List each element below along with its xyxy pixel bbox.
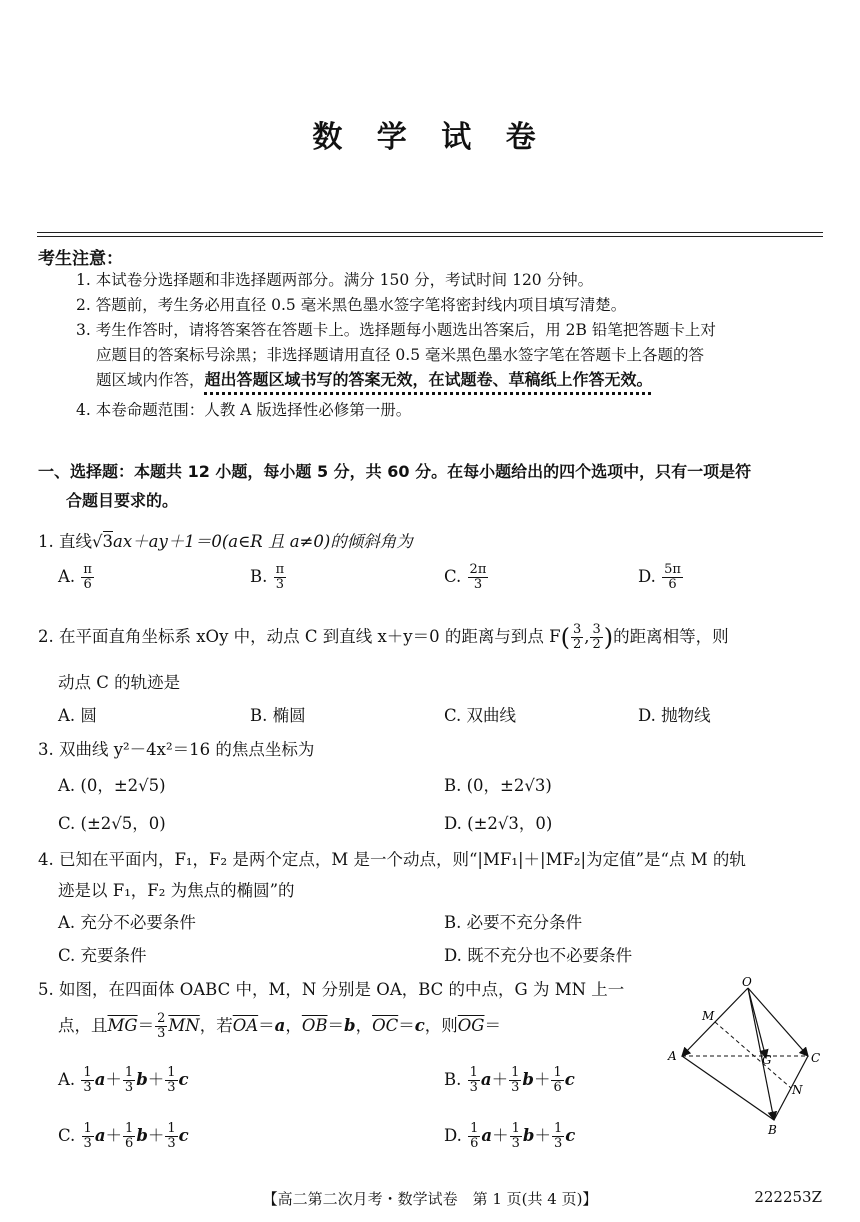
q5-option-c: [58, 1122, 189, 1151]
q1-prefix: 1. 直线: [38, 532, 92, 551]
frac-den: 3: [167, 1136, 176, 1151]
vec-b: b: [136, 1070, 148, 1089]
q4-option-b: B. 必要不充分条件: [444, 913, 583, 932]
fraction: [509, 1066, 521, 1095]
fraction: [165, 1122, 177, 1151]
frac-num: π: [275, 562, 285, 577]
vec-b: b: [522, 1126, 535, 1145]
frac-den: 3: [167, 1080, 176, 1095]
q3-option-c: C. (±2√5，0): [58, 814, 166, 833]
fraction: [123, 1066, 135, 1095]
q2-option-b: B. 椭圆: [250, 706, 306, 725]
frac-num: 3: [572, 622, 582, 637]
segment-mn: [715, 1022, 791, 1088]
frac-num: 1: [83, 1121, 92, 1136]
q2-option-d: D. 抛物线: [638, 706, 711, 725]
q3-option-b: B. (0，±2√3): [444, 776, 552, 795]
frac-den: 2: [592, 637, 601, 652]
fraction: [81, 1066, 93, 1095]
q1-rest: ax＋ay＋1＝0(a∈R 且 a≠0)的倾斜角为: [113, 532, 413, 551]
option-label: D.: [444, 1126, 462, 1145]
q5-text-2: ，若: [199, 1016, 233, 1035]
vec-a: a: [94, 1070, 106, 1089]
equals: ＝: [137, 1016, 155, 1035]
fraction: [468, 1066, 480, 1095]
fraction: [552, 1122, 564, 1151]
plus: ＋: [491, 1070, 509, 1089]
vec-b: b: [344, 1016, 356, 1035]
frac-den: 6: [668, 577, 677, 592]
q4-option-d: D. 既不充分也不必要条件: [444, 946, 633, 965]
label-n: N: [792, 1083, 803, 1097]
vec-c: c: [414, 1016, 425, 1035]
vector-oc: $\overline{OC}$: [372, 1016, 399, 1035]
vec-b: b: [522, 1070, 534, 1089]
fraction: [155, 1012, 167, 1041]
fraction: [123, 1122, 135, 1151]
frac-den: 3: [469, 1080, 478, 1095]
plus: ＋: [105, 1070, 122, 1089]
label-g: G: [762, 1053, 772, 1067]
q1-option-d: [638, 563, 684, 592]
notice-item-1: 1. 本试卷分选择题和非选择题两部分。满分 150 分，考试时间 120 分钟。: [76, 271, 594, 289]
frac-num: 2π: [469, 562, 487, 577]
frac-num: 5π: [664, 562, 681, 577]
question-4: 4. 已知在平面内，F₁，F₂ 是两个定点，M 是一个动点，则“|MF₁|＋|MF₂|为定值”是“点 M 的轨: [38, 850, 746, 869]
question-2: [38, 623, 729, 652]
option-label: A.: [58, 1070, 76, 1089]
fraction: [468, 1122, 480, 1151]
frac-num: 1: [124, 1065, 134, 1080]
question-1: [38, 528, 413, 552]
option-label: C.: [444, 567, 462, 586]
question-5: 5. 如图，在四面体 OABC 中，M，N 分别是 OA，BC 的中点，G 为 MN 上一: [38, 980, 625, 999]
plus: ＋: [147, 1070, 165, 1089]
edge-ab: [682, 1056, 774, 1120]
frac-den: 3: [553, 1136, 563, 1151]
equals: ＝: [327, 1016, 345, 1035]
q4-option-a: A. 充分不必要条件: [58, 913, 196, 932]
q4-line-2: 迹是以 F₁，F₂ 为焦点的椭圆”的: [58, 881, 295, 900]
header-rule-thin: [37, 236, 823, 237]
tetrahedron-figure: [662, 972, 824, 1140]
q1-sqrt-arg: 3: [102, 532, 114, 551]
vector-oa: $\overline{OA}$: [232, 1016, 259, 1035]
vec-b: b: [136, 1126, 148, 1145]
page-title: 数 学 试 卷: [312, 120, 548, 155]
vec-a: a: [481, 1126, 493, 1145]
frac-den: 6: [125, 1136, 134, 1151]
frac-den: 3: [511, 1080, 520, 1095]
frac-den: 3: [511, 1136, 520, 1151]
page-footer: 【高二第二次月考・数学试卷 第 1 页(共 4 页)】: [262, 1190, 598, 1208]
label-b: B: [768, 1123, 777, 1137]
frac-num: 1: [167, 1065, 176, 1080]
plus: ＋: [534, 1126, 551, 1145]
frac-den: 3: [83, 1136, 92, 1151]
q1-option-c: [444, 563, 489, 592]
vec-c: c: [178, 1070, 189, 1089]
notice-item-3-end: [96, 368, 653, 392]
fraction: [551, 1066, 563, 1095]
comma: ,: [584, 627, 590, 646]
fraction: [510, 1122, 522, 1151]
equals: ＝: [484, 1016, 501, 1035]
q3-option-a: A. (0，±2√5): [58, 776, 166, 795]
q2-tail: 的距离相等，则: [613, 627, 729, 646]
option-label: C.: [58, 1126, 76, 1145]
plus: ＋: [492, 1126, 509, 1145]
label-a: A: [668, 1049, 677, 1063]
equals: ＝: [258, 1016, 275, 1035]
fraction: [662, 563, 683, 592]
vec-c: c: [564, 1070, 575, 1089]
frac-num: 1: [511, 1121, 520, 1136]
frac-den: 3: [157, 1026, 166, 1041]
question-3: 3. 双曲线 y²－4x²＝16 的焦点坐标为: [38, 740, 315, 759]
notice-item-3: 3. 考生作答时，请将答案答在答题卡上。选择题每小题选出答案后，用 2B 铅笔把答题卡上对: [76, 321, 716, 339]
q2-line-2: 动点 C 的轨迹是: [58, 673, 181, 692]
label-o: O: [742, 975, 752, 989]
option-label: D.: [638, 567, 656, 586]
frac-den: 6: [83, 577, 92, 592]
frac-num: 3: [592, 622, 601, 637]
plus: ＋: [105, 1126, 123, 1145]
vec-a: a: [274, 1016, 286, 1035]
fraction: [571, 623, 583, 652]
frac-num: 1: [469, 1065, 478, 1080]
equals: ＝: [398, 1016, 415, 1035]
fraction: [274, 563, 287, 592]
vector-mg: $\overline{MG}$: [107, 1016, 138, 1035]
fraction: [590, 623, 602, 652]
frac-num: 1: [83, 1065, 92, 1080]
q2-text: 2. 在平面直角坐标系 xOy 中，动点 C 到直线 x＋y＝0 的距离与到点 F: [38, 627, 561, 646]
notice-item-3-cont: 应题目的答案标号涂黑；非选择题请用直径 0.5 毫米黑色墨水签字笔在答题卡上各题的答: [96, 346, 705, 364]
fraction: [468, 563, 489, 592]
frac-num: 1: [511, 1065, 520, 1080]
fraction: [82, 1122, 94, 1151]
section-heading: 一、选择题：本题共 12 小题，每小题 5 分，共 60 分。在每小题给出的四个选项中，只有一项是符: [38, 462, 752, 481]
plus: ＋: [533, 1070, 551, 1089]
fraction: [81, 563, 94, 592]
label-c: C: [811, 1051, 821, 1065]
section-heading-cont: 合题目要求的。: [66, 491, 179, 510]
frac-den: 3: [275, 577, 285, 592]
paren-close: ): [603, 623, 614, 652]
frac-num: 1: [553, 1121, 563, 1136]
q5-option-b: [444, 1066, 575, 1095]
vector-ob: $\overline{OB}$: [301, 1016, 328, 1035]
q5-text: 点，且: [58, 1016, 108, 1035]
vector-og: $\overline{OG}$: [457, 1016, 485, 1035]
frac-num: 1: [125, 1121, 134, 1136]
q2-option-c: C. 双曲线: [444, 706, 517, 725]
vector-mn: $\overline{MN}$: [168, 1016, 200, 1035]
notice-item-2: 2. 答题前，考生务必用直径 0.5 毫米黑色墨水签字笔将密封线内项目填写清楚。: [76, 296, 627, 314]
plus: ＋: [147, 1126, 165, 1145]
q1-option-b: [250, 563, 287, 592]
header-rule: [37, 232, 823, 233]
frac-num: 2: [157, 1011, 166, 1026]
option-label: B.: [444, 1070, 462, 1089]
notice-emphasis: 超出答题区域书写的答案无效，在试题卷、草稿纸上作答无效。: [204, 370, 653, 389]
q3-option-d: D. (±2√3，0): [444, 814, 553, 833]
sqrt-sign: √: [92, 532, 103, 551]
comma: ，: [355, 1016, 373, 1035]
comma: ，: [285, 1016, 302, 1035]
q2-option-a: A. 圆: [58, 706, 97, 725]
vec-a: a: [94, 1126, 106, 1145]
notice-item-4: 4. 本卷命题范围：人教 A 版选择性必修第一册。: [76, 401, 412, 419]
vec-a: a: [480, 1070, 492, 1089]
q5-option-a: [58, 1066, 189, 1095]
exam-code: 222253Z: [754, 1188, 822, 1206]
q1-option-a: [58, 563, 95, 592]
paren-open: (: [560, 623, 570, 652]
frac-num: 1: [553, 1065, 562, 1080]
q5-option-d: [444, 1122, 575, 1151]
vec-c: c: [178, 1126, 189, 1145]
fraction: [165, 1066, 177, 1095]
comma: ，则: [424, 1016, 458, 1035]
frac-num: 1: [167, 1121, 176, 1136]
frac-num: 1: [470, 1121, 479, 1136]
frac-num: π: [83, 562, 92, 577]
notice-heading: 考生注意：: [38, 249, 123, 269]
option-label: A.: [58, 567, 76, 586]
notice-item-3-tail: 题区域内作答，: [96, 371, 205, 389]
frac-den: 2: [572, 637, 582, 652]
frac-den: 6: [553, 1080, 562, 1095]
frac-den: 3: [124, 1080, 134, 1095]
label-m: M: [702, 1009, 715, 1023]
option-label: B.: [250, 567, 268, 586]
vec-c: c: [565, 1126, 576, 1145]
frac-den: 3: [473, 577, 483, 592]
frac-den: 6: [470, 1136, 479, 1151]
q4-option-c: C. 充要条件: [58, 946, 147, 965]
q5-line-2: [58, 1012, 501, 1041]
frac-den: 3: [83, 1080, 92, 1095]
